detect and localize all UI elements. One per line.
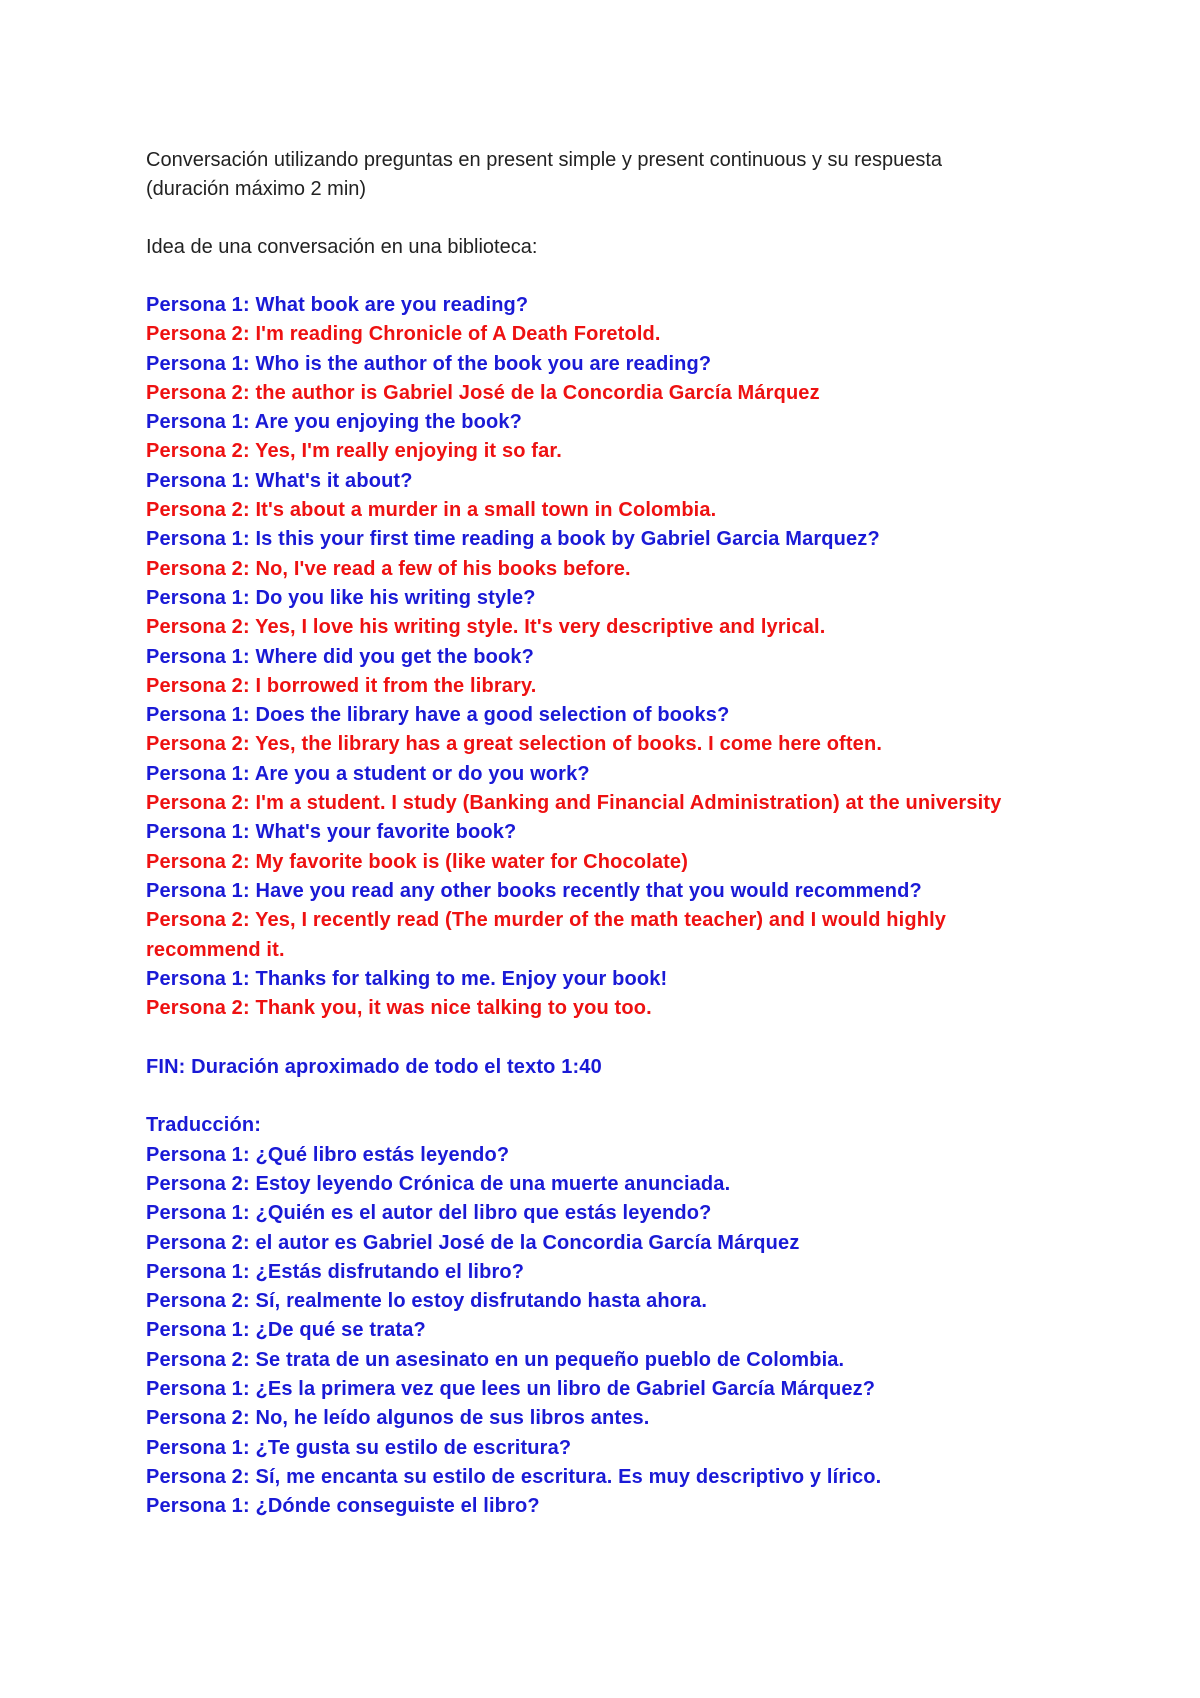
document-content — [146, 146, 1046, 1521]
spacer — [146, 204, 1046, 233]
conversation-line-persona-2: Persona 2: I'm reading Chronicle of A Death Foretold. — [146, 323, 661, 346]
translation-line: Persona 1: ¿Estás disfrutando el libro? — [146, 1260, 525, 1283]
conversation-line-persona-2: Persona 2: Yes, I love his writing style. It's very descriptive and lyrical. — [146, 616, 826, 639]
translation-line: Persona 1: ¿Es la primera vez que lees un libro de Gabriel García Márquez? — [146, 1377, 876, 1400]
conversation-line-persona-2: Persona 2: It's about a murder in a small town in Colombia. — [146, 499, 717, 522]
spacer — [146, 1082, 1046, 1111]
conversation-line-persona-2: Persona 2: I'm a student. I study (Banking and Financial Administration) at the university — [146, 792, 1002, 815]
conversation-line-persona-2: Persona 2: No, I've read a few of his books before. — [146, 557, 631, 580]
spacer — [146, 1023, 1046, 1052]
spacer — [146, 262, 1046, 291]
translation-line: Persona 2: Estoy leyendo Crónica de una muerte anunciada. — [146, 1172, 731, 1195]
conversation-line-persona-1: Persona 1: Who is the author of the book you are reading? — [146, 352, 712, 375]
conversation-line-persona-2: Persona 2: My favorite book is (like water for Chocolate) — [146, 850, 689, 873]
conversation-line-persona-2: Persona 2: I borrowed it from the library. — [146, 674, 537, 697]
translation-heading: Traducción: — [146, 1114, 261, 1137]
conversation-line-persona-1: Persona 1: Are you enjoying the book? — [146, 411, 522, 434]
translation-line: Persona 2: Sí, me encanta su estilo de escritura. Es muy descriptivo y lírico. — [146, 1465, 882, 1488]
conversation-line-persona-2: Persona 2: Yes, I'm really enjoying it so far. — [146, 440, 562, 463]
fin-note: FIN: Duración aproximado de todo el texto 1:40 — [146, 1055, 602, 1078]
intro-title-line-2: (duración máximo 2 min) — [146, 178, 367, 200]
conversation-line-persona-2: Persona 2: Yes, I recently read (The murder of the math teacher) and I would highly recommend it. — [146, 909, 947, 961]
conversation — [146, 291, 1046, 1023]
conversation-line-persona-1: Persona 1: Thanks for talking to me. Enjoy your book! — [146, 967, 668, 990]
intro-title-line-1: Conversación utilizando preguntas en present simple y present continuous y su respuesta — [146, 149, 943, 171]
translation-line: Persona 2: el autor es Gabriel José de la Concordia García Márquez — [146, 1231, 800, 1254]
conversation-line-persona-2: Persona 2: Thank you, it was nice talking to you too. — [146, 997, 652, 1020]
conversation-line-persona-1: Persona 1: What's your favorite book? — [146, 821, 517, 844]
conversation-line-persona-2: Persona 2: the author is Gabriel José de la Concordia García Márquez — [146, 381, 820, 404]
intro-idea: Idea de una conversación en una biblioteca: — [146, 236, 538, 258]
conversation-line-persona-1: Persona 1: Does the library have a good selection of books? — [146, 704, 730, 727]
translation-line: Persona 1: ¿De qué se trata? — [146, 1319, 426, 1342]
translation-line: Persona 2: Sí, realmente lo estoy disfrutando hasta ahora. — [146, 1290, 708, 1313]
conversation-line-persona-1: Persona 1: Do you like his writing style? — [146, 586, 536, 609]
conversation-line-persona-1: Persona 1: Are you a student or do you work? — [146, 762, 590, 785]
translation-line: Persona 1: ¿Te gusta su estilo de escritura? — [146, 1436, 572, 1459]
conversation-line-persona-1: Persona 1: Have you read any other books recently that you would recommend? — [146, 879, 922, 902]
conversation-line-persona-1: Persona 1: What book are you reading? — [146, 294, 529, 316]
translation — [146, 1141, 1046, 1522]
translation-line: Persona 1: ¿Qué libro estás leyendo? — [146, 1143, 510, 1166]
translation-line: Persona 1: ¿Dónde conseguiste el libro? — [146, 1495, 540, 1518]
translation-line: Persona 2: Se trata de un asesinato en un pequeño pueblo de Colombia. — [146, 1348, 845, 1371]
conversation-line-persona-2: Persona 2: Yes, the library has a great selection of books. I come here often. — [146, 733, 883, 756]
conversation-line-persona-1: Persona 1: What's it about? — [146, 469, 413, 492]
translation-line: Persona 1: ¿Quién es el autor del libro que estás leyendo? — [146, 1202, 712, 1225]
conversation-line-persona-1: Persona 1: Where did you get the book? — [146, 645, 534, 668]
conversation-line-persona-1: Persona 1: Is this your first time reading a book by Gabriel Garcia Marquez? — [146, 528, 880, 551]
translation-line: Persona 2: No, he leído algunos de sus libros antes. — [146, 1407, 650, 1430]
